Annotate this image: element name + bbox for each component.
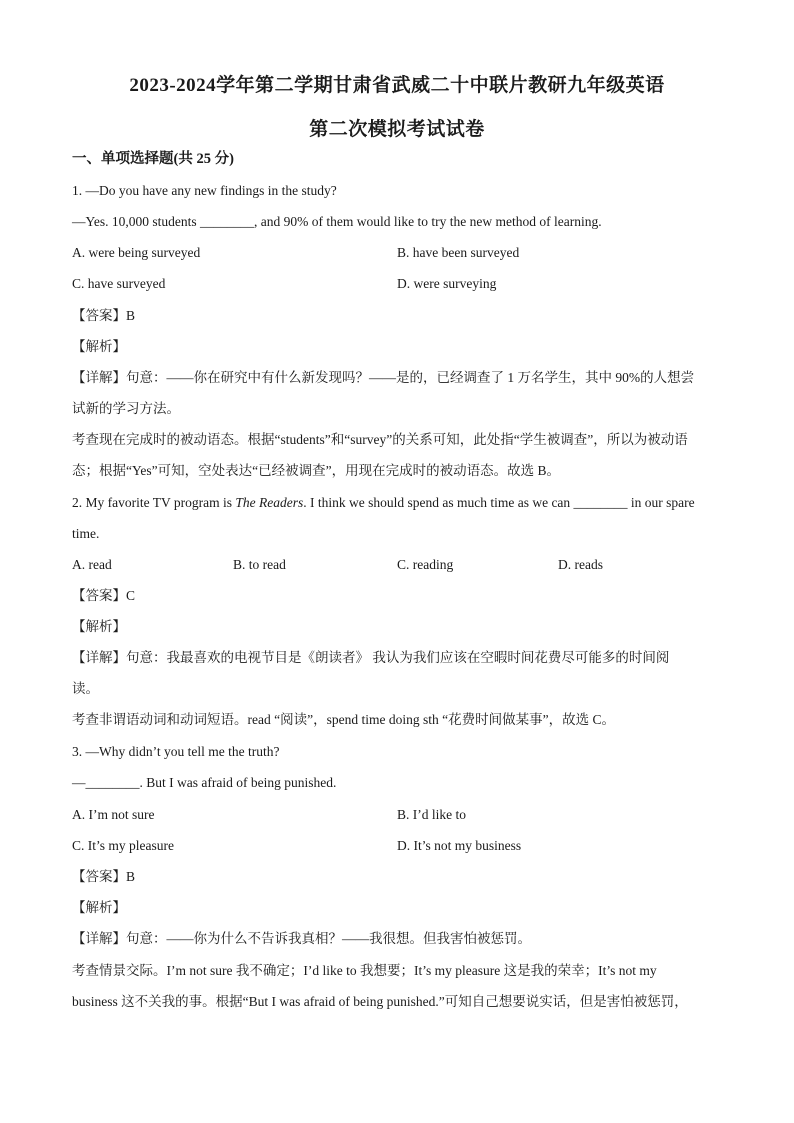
q3-option-b: B. I’d like to xyxy=(397,807,466,822)
q1-detail-line2: 试新的学习方法。 xyxy=(72,401,180,416)
q1-option-b: B. have been surveyed xyxy=(397,245,520,260)
q3-analysis-label: 【解析】 xyxy=(72,900,126,915)
q2-option-a: A. read xyxy=(72,557,112,572)
q3-detail-line3: business 这不关我的事。根据“But I was afraid of being punished.”可知自己想要说实话，但是害怕被惩罚， xyxy=(72,994,688,1009)
q2-analysis-label: 【解析】 xyxy=(72,619,126,634)
q1-detail-line1: 【详解】句意：——你在研究中有什么新发现吗？——是的，已经调查了 1 万名学生，其中 90%的人想尝 xyxy=(72,370,695,385)
q1-option-a: A. were being surveyed xyxy=(72,245,201,260)
q1-analysis-label: 【解析】 xyxy=(72,339,126,354)
exam-title-line1: 2023-2024学年第二学期甘肃省武威二十中联片教研九年级英语 xyxy=(129,75,665,96)
q3-stem-line2: —________. But I was afraid of being punished. xyxy=(72,775,337,790)
q3-option-d: D. It’s not my business xyxy=(397,838,522,853)
q2-detail-line1: 【详解】句意：我最喜欢的电视节目是《朗读者》 我认为我们应该在空暇时间花费尽可能多的时间阅 xyxy=(72,650,670,665)
q2-stem-prefix: 2. My favorite TV program is xyxy=(72,495,236,510)
q3-option-c: C. It’s my pleasure xyxy=(72,838,174,853)
exam-title-line2: 第二次模拟考试试卷 xyxy=(309,119,485,140)
q3-stem-line1: 3. —Why didn’t you tell me the truth? xyxy=(72,744,280,759)
q2-answer: 【答案】C xyxy=(72,588,136,603)
q2-program-title: The Readers xyxy=(235,495,304,510)
q1-stem-line1: 1. —Do you have any new findings in the study? xyxy=(72,183,337,198)
q2-detail-line2: 读。 xyxy=(72,681,99,696)
q1-option-c: C. have surveyed xyxy=(72,276,166,291)
q2-option-c: C. reading xyxy=(397,557,454,572)
q2-option-b: B. to read xyxy=(233,557,286,572)
q2-option-d: D. reads xyxy=(558,557,603,572)
q1-detail-line4: 态；根据“Yes”可知，空处表达“已经被调查”，用现在完成时的被动语态。故选 B。 xyxy=(72,463,560,478)
section-heading: 一、单项选择题(共 25 分) xyxy=(72,151,234,167)
q2-detail-line3: 考查非谓语动词和动词短语。read “阅读”，spend time doing sth “花费时间做某事”，故选 C。 xyxy=(72,712,615,727)
q3-detail-line2: 考查情景交际。I’m not sure 我不确定；I’d like to 我想要；It’s my pleasure 这是我的荣幸；It’s not my xyxy=(72,963,657,978)
q1-answer: 【答案】B xyxy=(72,308,136,323)
q1-stem-line2: —Yes. 10,000 students ________, and 90% of them would like to try the new method of learning. xyxy=(72,214,602,229)
q1-option-d: D. were surveying xyxy=(397,276,497,291)
q2-stem-line1 xyxy=(72,494,695,512)
q1-detail-line3: 考查现在完成时的被动语态。根据“students”和“survey”的关系可知，此处指“学生被调查”，所以为被动语 xyxy=(72,432,688,447)
q3-option-a: A. I’m not sure xyxy=(72,807,155,822)
q2-stem-line2: time. xyxy=(72,526,100,541)
q3-detail-line1: 【详解】句意：——你为什么不告诉我真相？——我很想。但我害怕被惩罚。 xyxy=(72,931,531,946)
q3-answer: 【答案】B xyxy=(72,869,136,884)
q2-stem-suffix: . I think we should spend as much time as we can ________ in our spare xyxy=(303,495,695,510)
